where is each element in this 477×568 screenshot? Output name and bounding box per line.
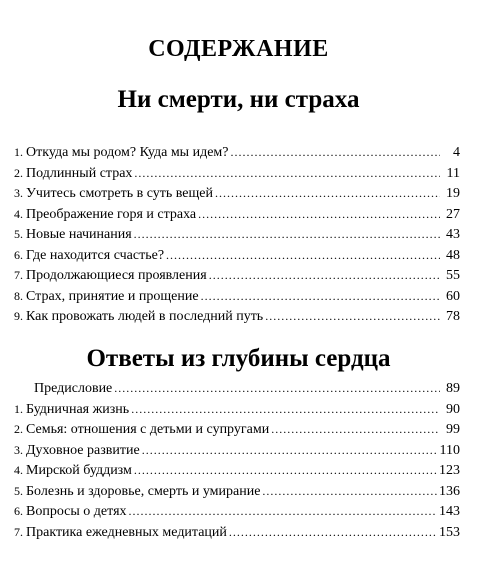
toc-entry-title: Предисловие [34, 381, 113, 396]
toc-entry-number: 3. [14, 186, 23, 200]
dot-leader [262, 484, 437, 499]
toc-entry-number: 3. [14, 442, 23, 457]
toc-entry-title: Продолжающиеся проявления [26, 268, 207, 283]
dot-leader [209, 268, 440, 283]
page-title: СОДЕРЖАНИЕ [148, 36, 329, 62]
toc-entry [14, 402, 460, 423]
toc-entry-title: Болезнь и здоровье, смерть и умирание [26, 483, 261, 499]
toc-entry [14, 463, 460, 484]
toc-entry-number: 2. [14, 165, 23, 180]
toc-entry-number: 4. [14, 206, 23, 221]
toc-entry-title: Откуда мы родом? Куда мы идем? [26, 145, 229, 160]
toc-entry-title: Будничная жизнь [26, 401, 130, 417]
toc-entry-page: 60 [446, 288, 460, 304]
dot-leader [114, 381, 440, 396]
toc-entry [14, 186, 460, 207]
toc-entry-page: 90 [446, 401, 460, 417]
toc-entry-number: 1. [14, 145, 23, 159]
toc-entry-page: 78 [446, 309, 460, 324]
toc-entry [14, 422, 460, 443]
toc-entry-title: Страх, принятие и прощение [26, 288, 199, 304]
toc-entry-page: 11 [446, 165, 460, 181]
dot-leader [201, 289, 440, 304]
toc-entry-number: 6. [14, 504, 23, 518]
dot-leader [134, 166, 440, 181]
toc-entry [14, 227, 460, 248]
toc-entry-number: 9. [14, 309, 23, 323]
toc-entry-page: 48 [446, 247, 460, 263]
dot-leader [134, 227, 440, 242]
toc-entry-title: Мирской буддизм [26, 463, 132, 478]
toc-entry-title: Как провожать людей в последний путь [26, 309, 264, 324]
toc-entry-title: Вопросы о детях [26, 504, 127, 519]
toc-entry [14, 525, 460, 546]
toc-entry-page: 110 [439, 442, 460, 458]
dot-leader [134, 463, 437, 478]
dot-leader [265, 309, 440, 324]
toc-entry-page: 143 [439, 504, 460, 519]
toc-entry [14, 443, 460, 464]
dot-leader [166, 248, 440, 263]
toc-entry-number: 8. [14, 288, 23, 303]
toc-entry [14, 145, 460, 166]
toc-entry-page: 89 [446, 381, 460, 396]
dot-leader [198, 207, 440, 222]
toc-entry-page: 99 [446, 422, 460, 437]
toc-entry-page: 136 [439, 483, 460, 499]
toc-entry-title: Духовное развитие [26, 442, 140, 458]
dot-leader [215, 186, 440, 201]
dot-leader [271, 422, 440, 437]
toc-entry [14, 381, 460, 402]
toc-entry-number: 2. [14, 422, 23, 436]
toc-entry-page: 153 [439, 524, 460, 540]
toc-entry [14, 289, 460, 310]
toc-entry-page: 123 [439, 463, 460, 478]
toc-entry-title: Где находится счастье? [26, 247, 165, 263]
toc-entry [14, 309, 460, 330]
toc-entry-title: Учитесь смотреть в суть вещей [26, 186, 213, 201]
toc-entry-title: Новые начинания [26, 227, 132, 242]
toc-entry-page: 43 [446, 227, 460, 242]
dot-leader [231, 145, 441, 160]
toc-entry [14, 484, 460, 505]
dot-leader [142, 443, 438, 458]
toc-entry-title: Семья: отношения с детьми и супругами [26, 422, 270, 437]
toc-entry-number: 5. [14, 483, 23, 498]
toc-entry-number: 7. [14, 524, 23, 539]
dot-leader [229, 525, 437, 540]
toc-entry-number: 4. [14, 463, 23, 477]
toc-entry [14, 268, 460, 289]
toc-entry [14, 504, 460, 525]
toc-entry [14, 207, 460, 228]
toc-entry [14, 248, 460, 269]
toc-entry-page: 55 [446, 268, 460, 283]
toc-entry-number: 1. [14, 401, 23, 416]
toc-section-1 [14, 145, 460, 330]
toc-entry-number: 5. [14, 227, 23, 241]
toc-entry-page: 4 [453, 145, 460, 160]
dot-leader [129, 504, 437, 519]
dot-leader [131, 402, 440, 417]
toc-entry-page: 19 [446, 186, 460, 201]
toc-entry-number: 6. [14, 247, 23, 262]
toc-entry-title: Подлинный страх [26, 165, 133, 181]
section-title-2: Ответы из глубины сердца [86, 345, 391, 372]
toc-entry [14, 166, 460, 187]
toc-entry-page: 27 [446, 206, 460, 222]
section-title-1: Ни смерти, ни страха [117, 86, 360, 113]
toc-entry-title: Преображение горя и страха [26, 206, 197, 222]
toc-section-2 [14, 381, 460, 545]
toc-entry-title: Практика ежедневных медитаций [26, 524, 227, 540]
toc-entry-number: 7. [14, 268, 23, 282]
